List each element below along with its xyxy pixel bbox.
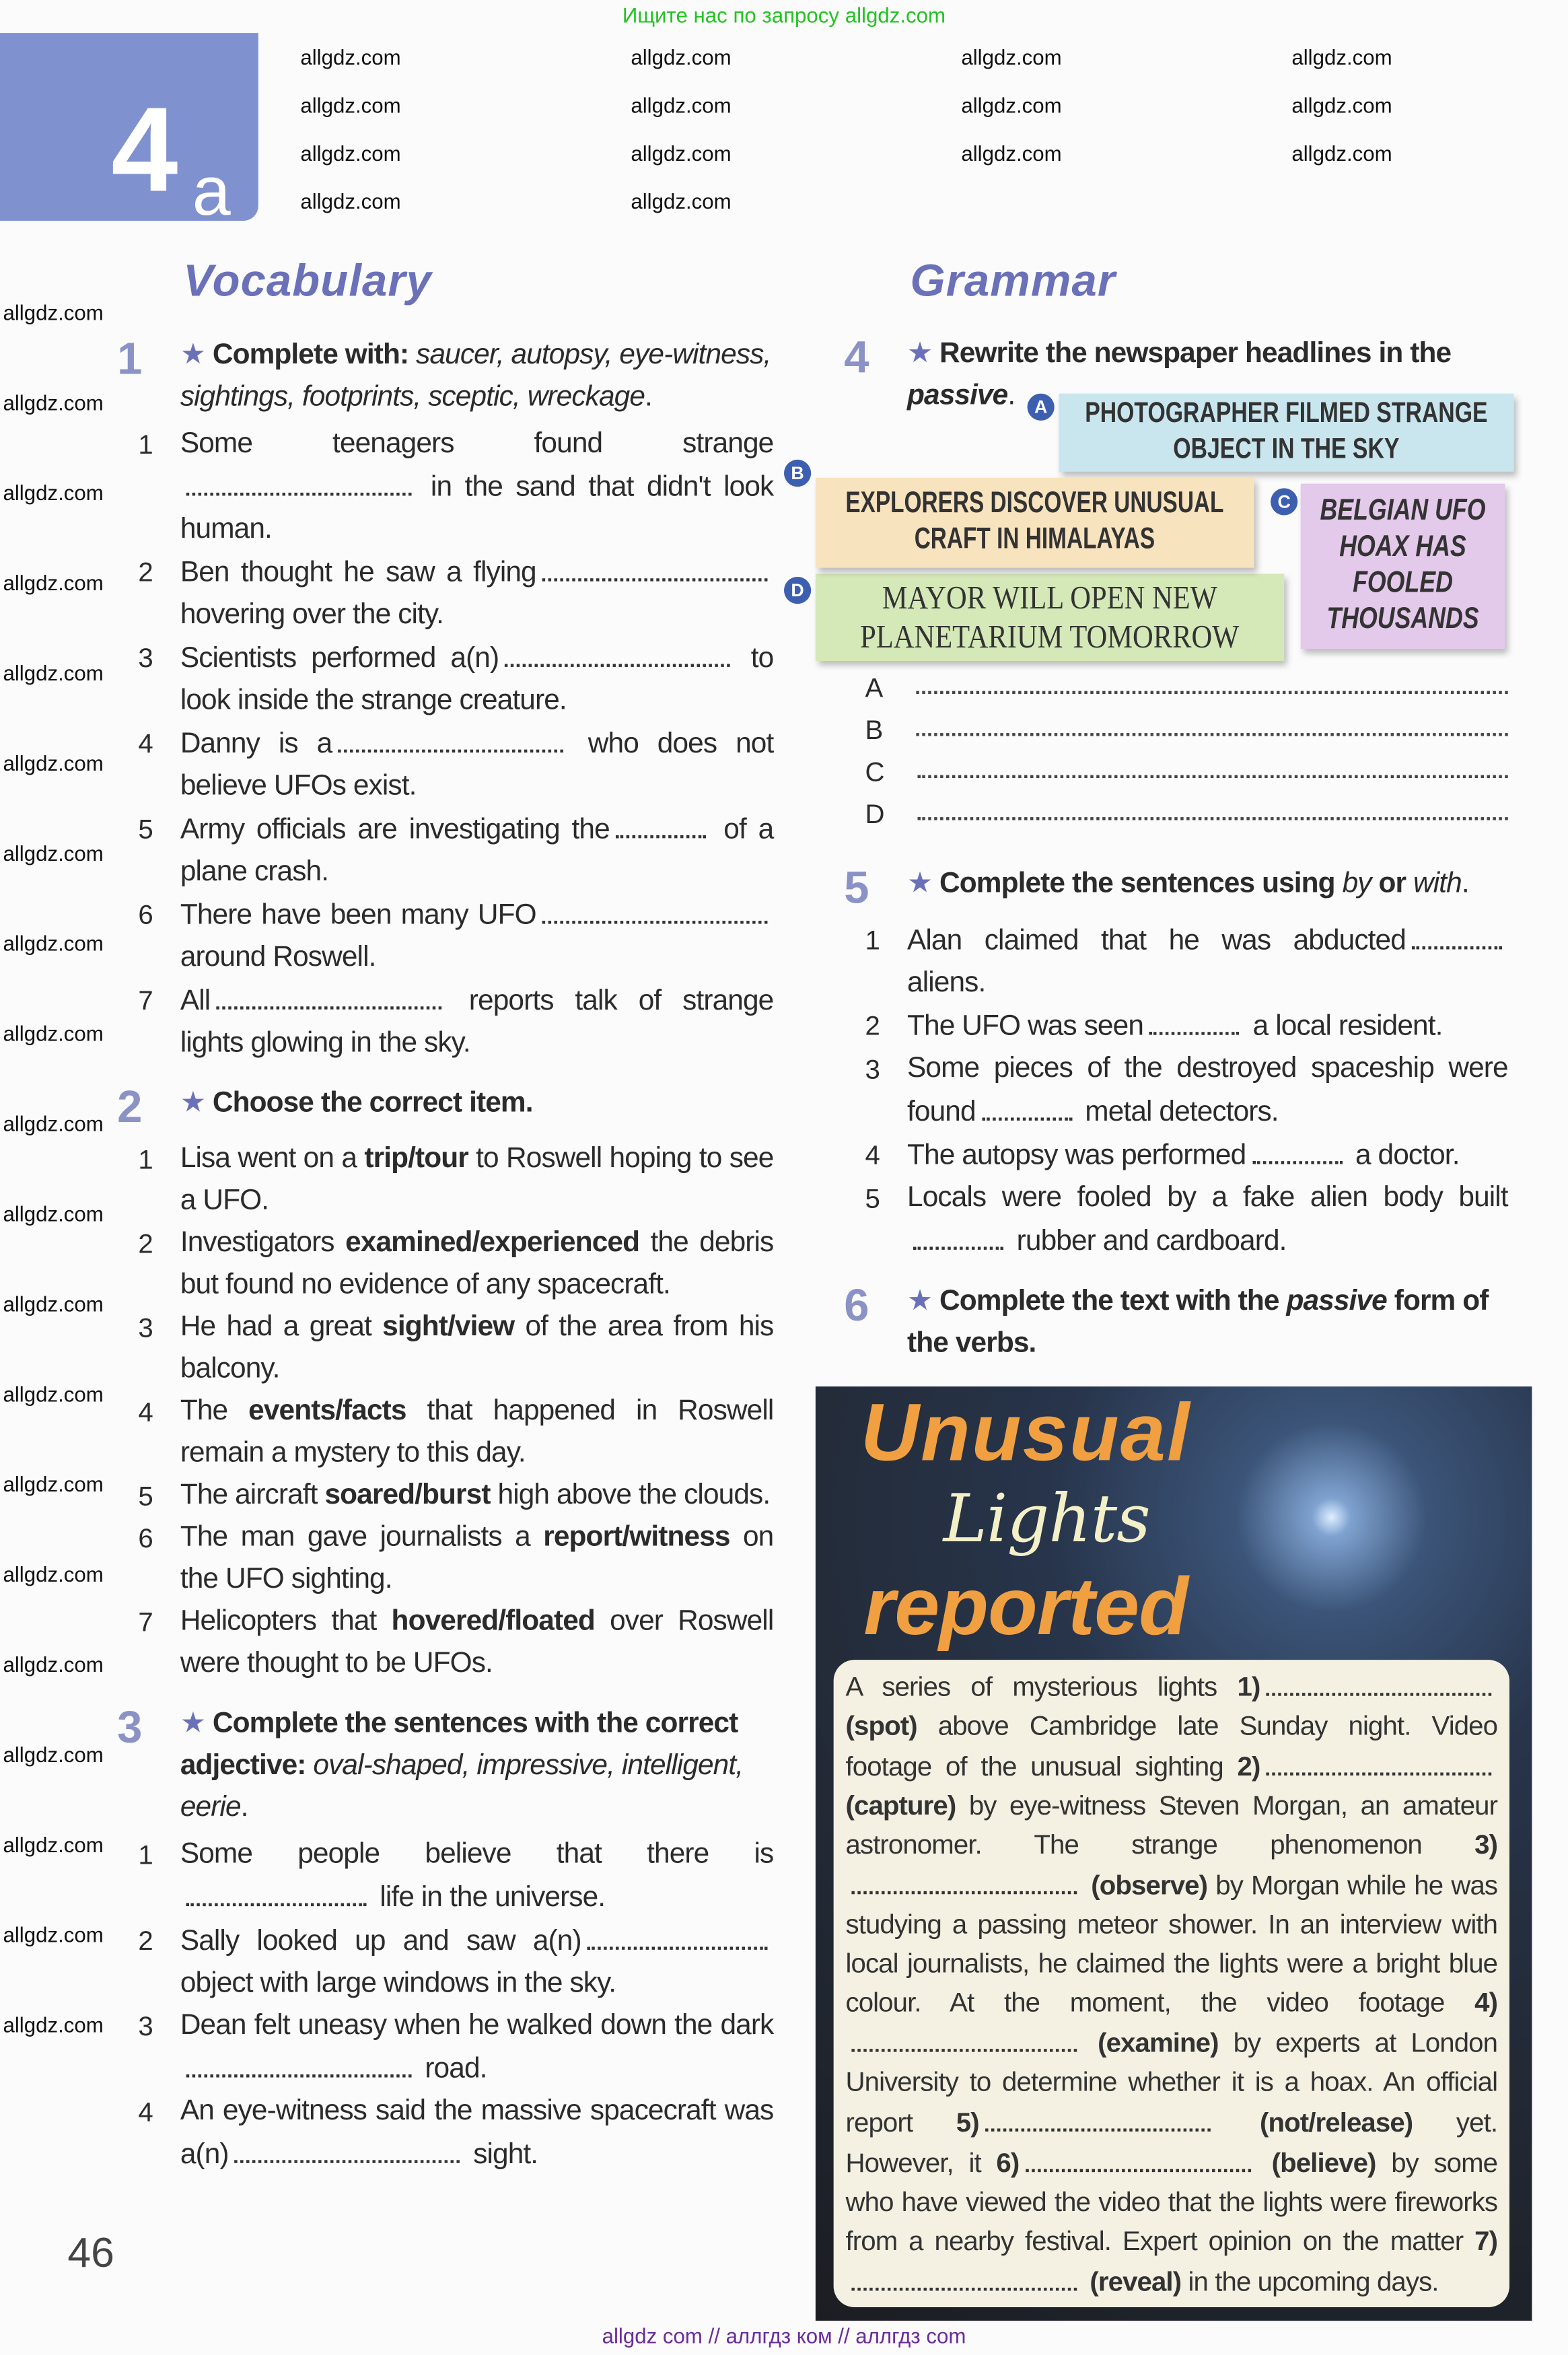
answer-blank[interactable]	[216, 979, 441, 1010]
exercise-3-items	[138, 1834, 773, 2177]
item-number: 7	[138, 985, 153, 1016]
exercise-item	[138, 1834, 773, 1920]
watermark: allgdz.com	[1291, 44, 1392, 69]
exercise-5-number: 5	[844, 864, 869, 913]
text-segment: The aircraft	[180, 1479, 325, 1512]
text-segment: by Morgan while he was studying a passing meteor shower. In an interview with local journalists, he claimed the lights were a bright blue colour. At the moment, the video footage	[845, 1870, 1498, 2018]
headline-d	[816, 574, 1284, 661]
text-segment: the debris but found no evidence of any spacecraft.	[180, 1227, 774, 1301]
item-number: 2	[138, 1228, 153, 1259]
item-number: 4	[138, 1397, 153, 1428]
item-text	[180, 1601, 774, 1685]
answer-blank[interactable]	[1025, 2142, 1250, 2173]
text-segment: .	[240, 1792, 248, 1824]
text-segment: Army officials are investigating the	[180, 814, 610, 846]
item-number: 4	[138, 2097, 153, 2128]
text-segment: over Roswell were thought to be UFOs.	[180, 1605, 774, 1680]
text-segment: Ben thought he saw a flying	[180, 557, 536, 589]
answer-label: C	[865, 757, 884, 787]
text-segment: saucer, autopsy, eye-witness, sightings, footprints, sceptic, wreckage	[180, 339, 771, 413]
answer-line-d[interactable]	[865, 793, 1508, 835]
item-number: 3	[138, 2011, 153, 2042]
answer-blank[interactable]	[186, 2047, 412, 2078]
item-number: 1	[138, 1144, 153, 1175]
exercise-item	[865, 1178, 1508, 1263]
answer-blank[interactable]	[505, 637, 730, 667]
item-text	[907, 1134, 1508, 1178]
exercise-item	[138, 1139, 773, 1223]
answer-blank[interactable]	[1266, 1745, 1491, 1776]
text-segment: All	[180, 985, 211, 1017]
watermark: allgdz.com	[3, 931, 104, 956]
text-segment: passive	[1286, 1286, 1387, 1318]
text-segment: in the sand that didn't look human.	[180, 471, 774, 546]
headline-a-text: PHOTOGRAPHER FILMED STRANGE OBJECT IN THE SKY	[1085, 398, 1488, 466]
article-title-reported: reported	[863, 1562, 1188, 1652]
item-number: 3	[865, 1054, 880, 1085]
item-text	[907, 1049, 1508, 1134]
text-segment: oval-shaped, impressive, intelligent, eerie	[180, 1750, 744, 1824]
text-segment: 1)	[1237, 1671, 1260, 1702]
item-text	[180, 1920, 774, 2005]
watermark: allgdz.com	[3, 571, 104, 595]
exercise-5	[844, 864, 1507, 1263]
item-number: 1	[138, 429, 153, 460]
item-text	[180, 1834, 774, 1920]
item-number: 4	[865, 1139, 880, 1170]
text-segment: Lisa went on a	[180, 1143, 365, 1175]
text-segment: The man gave journalists a	[180, 1521, 544, 1553]
exercise-item	[138, 1601, 773, 1685]
exercise-5-instruction	[907, 864, 1508, 915]
answer-line-a[interactable]	[865, 667, 1508, 709]
text-segment: with	[1413, 868, 1462, 900]
text-segment: events/facts	[248, 1395, 406, 1428]
watermark: allgdz.com	[3, 1201, 104, 1226]
text-segment: hovered/floated	[391, 1605, 595, 1638]
exercise-3-instruction	[180, 1703, 774, 1829]
watermark: allgdz.com	[961, 141, 1062, 166]
text-segment: .	[1007, 380, 1015, 412]
watermark: allgdz.com	[961, 44, 1062, 69]
answer-blank[interactable]	[338, 722, 563, 752]
item-number: 3	[138, 1312, 153, 1343]
text-segment: metal detectors.	[1077, 1096, 1279, 1129]
item-text	[180, 637, 774, 722]
star-icon: ★	[180, 1708, 213, 1740]
text-segment: above Cambridge late Sunday night. Video footage of the unusual sighting	[845, 1711, 1498, 1782]
text-segment: Complete the sentences with the correct adjective:	[180, 1708, 738, 1782]
text-segment: high above the clouds.	[490, 1479, 771, 1512]
watermark: allgdz.com	[300, 189, 401, 213]
item-number: 5	[138, 1481, 153, 1512]
text-segment: that happened in Roswell remain a mystery to this day.	[180, 1395, 774, 1469]
answer-line-c[interactable]	[865, 751, 1508, 793]
text-segment: Some pieces of the destroyed spaceship were found	[907, 1053, 1508, 1129]
exercise-6-instruction	[907, 1281, 1508, 1366]
text-segment: A series of mysterious lights	[845, 1671, 1238, 1702]
badge-d: D	[784, 577, 811, 604]
exercise-3	[117, 1703, 773, 2177]
text-segment: reports talk of strange lights glowing in the sky.	[180, 985, 774, 1059]
watermark: allgdz.com	[3, 1652, 104, 1677]
text-segment: by	[1342, 868, 1371, 900]
text-segment: (reveal)	[1083, 2266, 1182, 2297]
answer-blank[interactable]	[917, 751, 1508, 778]
star-icon: ★	[907, 1286, 940, 1318]
answer-blank[interactable]	[186, 1876, 367, 1907]
page-number: 46	[67, 2228, 114, 2276]
text-segment: Some teenagers found strange	[180, 428, 774, 460]
text-segment: by some who have viewed the video that the lights were fireworks from a nearby festival. Expert opinion on the matter	[845, 2148, 1498, 2257]
watermark: allgdz.com	[3, 1292, 104, 1316]
item-number: 2	[138, 1926, 153, 1956]
exercise-item	[138, 1391, 773, 1475]
answer-blank[interactable]	[916, 667, 1508, 694]
item-text	[907, 1005, 1508, 1049]
text-segment: object with large windows in the sky.	[180, 1967, 616, 2000]
badge-a: A	[1028, 394, 1055, 421]
headline-b-text: EXPLORERS DISCOVER UNUSUAL CRAFT IN HIMALAYAS	[845, 487, 1224, 556]
text-segment: to Roswell hoping to see a UFO.	[180, 1143, 774, 1217]
watermark: allgdz.com	[3, 1922, 104, 1947]
text-segment: to look inside the strange creature.	[180, 643, 774, 717]
text-segment: a doctor.	[1348, 1139, 1460, 1172]
answer-blank[interactable]	[1149, 1005, 1240, 1035]
headline-a	[1059, 394, 1513, 472]
article-title-unusual: Unusual	[860, 1388, 1191, 1479]
watermark: allgdz.com	[3, 1382, 104, 1406]
exercise-item	[138, 551, 773, 637]
watermark: allgdz.com	[631, 93, 732, 118]
text-segment: The autopsy was performed	[907, 1139, 1246, 1172]
answer-blank[interactable]	[1412, 919, 1502, 950]
headline-d-text: MAYOR WILL OPEN NEW PLANETARIUM TOMORROW	[860, 578, 1240, 656]
watermark: allgdz.com	[3, 1111, 104, 1136]
text-segment: aliens.	[907, 967, 986, 999]
item-text	[180, 1139, 774, 1223]
exercise-4-number: 4	[844, 333, 869, 384]
text-segment: Alan claimed that he was abducted	[907, 925, 1406, 957]
item-text	[180, 2005, 774, 2090]
article-text	[834, 1660, 1509, 2307]
item-number: 2	[138, 557, 153, 588]
exercise-item	[138, 1517, 773, 1601]
item-number: 7	[138, 1607, 153, 1638]
item-text	[907, 919, 1508, 1005]
watermark: allgdz.com	[3, 481, 104, 505]
answer-blank[interactable]	[982, 1090, 1072, 1121]
watermark: allgdz.com	[3, 841, 104, 866]
text-segment: Scientists performed a(n)	[180, 643, 499, 675]
exercise-2-number: 2	[117, 1083, 142, 1133]
watermark: allgdz.com	[300, 44, 401, 69]
star-icon: ★	[907, 338, 940, 370]
text-segment: by eye-witness Steven Morgan, an amateur astronomer. The strange phenomenon	[845, 1790, 1498, 1860]
text-segment: passive	[907, 380, 1008, 412]
watermark: allgdz.com	[3, 1562, 104, 1586]
unit-letter: a	[192, 151, 231, 230]
item-number: 2	[865, 1011, 880, 1041]
text-segment: Complete the text with the	[939, 1286, 1287, 1318]
headline-b	[816, 478, 1254, 568]
footer-links: allgdz com // аллгдз ком // аллгдз com	[602, 2323, 966, 2348]
unit-tab	[0, 33, 258, 230]
exercise-2-items	[138, 1139, 773, 1685]
answer-blank[interactable]	[186, 466, 412, 496]
text-segment: Helicopters that	[180, 1605, 392, 1638]
exercise-2-instruction	[180, 1083, 774, 1134]
text-segment: (believe)	[1256, 2148, 1376, 2179]
watermark: allgdz.com	[961, 93, 1062, 118]
text-segment: 5)	[956, 2107, 979, 2138]
grammar-heading: Grammar	[910, 256, 1116, 307]
text-segment: Complete the sentences using	[939, 868, 1343, 900]
exercise-item	[138, 979, 773, 1065]
unit-number: 4	[111, 82, 174, 217]
text-segment: Sally looked up and saw a(n)	[180, 1926, 581, 1958]
watermark: allgdz.com	[300, 141, 401, 166]
text-segment: .	[1461, 868, 1469, 900]
answer-blank[interactable]	[235, 2133, 460, 2163]
watermark: allgdz.com	[3, 750, 104, 775]
watermark: allgdz.com	[3, 390, 104, 415]
exercise-1-instruction	[180, 335, 774, 419]
text-segment: sight/view	[382, 1311, 515, 1343]
text-segment: .	[645, 381, 652, 413]
item-number: 1	[138, 1839, 153, 1870]
exercise-1	[117, 335, 773, 1065]
exercise-2	[117, 1083, 773, 1685]
item-text	[180, 894, 774, 979]
text-segment: on the UFO sighting.	[180, 1521, 774, 1596]
text-segment: in the upcoming days.	[1181, 2266, 1439, 2297]
text-segment: The UFO was seen	[907, 1011, 1144, 1043]
text-segment: There have been many UFO	[180, 899, 536, 932]
item-text	[180, 2091, 774, 2177]
exercise-1-items	[138, 423, 773, 1065]
exercise-item	[865, 1134, 1508, 1178]
text-segment: An eye-witness said the massive spacecraft was a(n)	[180, 2095, 774, 2171]
answer-blank[interactable]	[851, 2022, 1077, 2052]
text-segment: (not/release)	[1216, 2107, 1413, 2138]
watermark: allgdz.com	[3, 1742, 104, 1767]
item-text	[180, 722, 774, 808]
text-segment: of the area from his balcony.	[180, 1311, 774, 1385]
exercise-6-number: 6	[844, 1281, 869, 1331]
text-segment: Investigators	[180, 1227, 346, 1259]
text-segment: 6)	[996, 2148, 1020, 2179]
watermark: allgdz.com	[3, 2012, 104, 2037]
item-number: 6	[138, 1523, 153, 1553]
text-segment: life in the universe.	[372, 1882, 606, 1914]
item-text	[180, 1391, 774, 1475]
item-text	[180, 1475, 774, 1517]
text-segment: (examine)	[1083, 2027, 1219, 2058]
text-segment: 7)	[1474, 2226, 1498, 2257]
text-segment: or	[1371, 868, 1414, 900]
item-text	[180, 979, 774, 1065]
exercise-item	[138, 423, 773, 551]
exercise-5-items	[865, 919, 1508, 1263]
headline-c	[1301, 484, 1505, 649]
text-segment: by experts at London University to determine whether it is a hoax. An official report	[845, 2027, 1498, 2138]
exercise-item	[865, 1049, 1508, 1134]
text-segment: Some people believe that there is	[180, 1838, 774, 1870]
watermark: allgdz.com	[1291, 93, 1392, 118]
text-segment: hovering over the city.	[180, 599, 443, 631]
text-segment: report/witness	[543, 1521, 730, 1553]
item-text	[180, 1517, 774, 1601]
item-number: 4	[138, 728, 153, 759]
text-segment: form of the verbs.	[907, 1286, 1489, 1360]
answer-blank[interactable]	[616, 808, 706, 839]
exercise-item	[138, 1920, 773, 2005]
text-segment: examined/experienced	[345, 1227, 640, 1259]
answer-blank[interactable]	[913, 1220, 1003, 1250]
text-segment: (spot)	[845, 1711, 917, 1741]
item-text	[180, 423, 774, 551]
text-segment: The	[180, 1395, 249, 1428]
answer-line-b[interactable]	[865, 709, 1508, 750]
item-number: 5	[138, 814, 153, 845]
exercise-item	[138, 1307, 773, 1391]
exercise-1-number: 1	[117, 335, 142, 385]
item-number: 1	[865, 925, 880, 956]
text-segment: of a plane crash.	[180, 814, 774, 888]
badge-b: B	[784, 460, 811, 487]
watermark: allgdz.com	[3, 300, 104, 325]
answer-blank[interactable]	[851, 1864, 1077, 1895]
text-segment: rubber and cardboard.	[1009, 1226, 1287, 1258]
exercise-item	[138, 2005, 773, 2090]
answer-blank[interactable]	[542, 894, 768, 924]
text-segment: Choose the correct item.	[212, 1087, 533, 1119]
vocabulary-column	[117, 335, 773, 2177]
watermark: allgdz.com	[631, 44, 732, 69]
exercise-3-number: 3	[117, 1703, 142, 1753]
grammar-column	[844, 667, 1507, 2321]
text-segment: Danny is a	[180, 728, 332, 761]
exercise-item	[865, 919, 1508, 1005]
exercise-item	[138, 1223, 773, 1307]
item-number: 3	[138, 643, 153, 673]
article-panel	[816, 1386, 1532, 2321]
top-search-note: Ищите нас по запросу allgdz.com	[622, 3, 946, 28]
text-segment: (observe)	[1083, 1870, 1208, 1901]
item-text	[180, 551, 774, 637]
badge-c: C	[1271, 488, 1297, 515]
text-segment: Complete with:	[212, 339, 417, 372]
watermark: allgdz.com	[631, 141, 732, 166]
item-text	[907, 1178, 1508, 1263]
watermark: allgdz.com	[3, 660, 104, 685]
exercise-item	[138, 722, 773, 808]
text-segment: He had a great	[180, 1311, 383, 1343]
text-segment: who does not believe UFOs exist.	[180, 728, 774, 802]
answer-label: A	[865, 672, 883, 703]
exercise-item	[865, 1005, 1508, 1049]
exercise-item	[138, 2091, 773, 2177]
answer-label: D	[865, 799, 884, 829]
answer-blank[interactable]	[1252, 1134, 1342, 1164]
star-icon: ★	[180, 1087, 213, 1119]
answer-label: B	[865, 715, 883, 745]
exercise-item	[138, 637, 773, 722]
article-title-lights: Lights	[943, 1481, 1150, 1558]
watermark: allgdz.com	[631, 189, 732, 213]
item-text	[180, 808, 774, 894]
exercise-6	[844, 1281, 1507, 1366]
text-segment: a local resident.	[1245, 1011, 1443, 1043]
exercise-item	[138, 808, 773, 894]
answer-blank[interactable]	[916, 709, 1508, 736]
exercise-item	[138, 894, 773, 979]
text-segment: Locals were fooled by a fake alien body built	[907, 1182, 1508, 1214]
item-text	[180, 1223, 774, 1307]
answer-blank[interactable]	[1266, 1666, 1491, 1696]
answer-blank[interactable]	[587, 1920, 768, 1950]
headline-c-text: BELGIAN UFO HOAX HAS FOOLED THOUSANDS	[1320, 494, 1486, 636]
answer-blank[interactable]	[542, 551, 768, 582]
text-segment: 2)	[1237, 1751, 1260, 1782]
star-icon: ★	[907, 868, 940, 900]
text-segment: 4)	[1474, 1987, 1498, 2018]
text-segment: trip/tour	[364, 1143, 468, 1175]
answer-blank[interactable]	[851, 2261, 1077, 2291]
text-segment: Rewrite the newspaper headlines in the	[939, 338, 1452, 370]
vocabulary-heading: Vocabulary	[183, 256, 432, 307]
watermark: allgdz.com	[3, 1472, 104, 1496]
item-number: 5	[865, 1183, 880, 1214]
text-segment: Dean felt uneasy when he walked down the dark	[180, 2010, 774, 2042]
watermark: allgdz.com	[3, 1021, 104, 1046]
text-segment: road.	[417, 2053, 487, 2085]
text-segment: (capture)	[845, 1790, 956, 1821]
text-segment: around Roswell.	[180, 942, 376, 974]
watermark: allgdz.com	[300, 93, 401, 118]
star-icon: ★	[180, 339, 213, 372]
text-segment: 3)	[1474, 1829, 1498, 1860]
watermark: allgdz.com	[3, 1832, 104, 1857]
answer-blank[interactable]	[985, 2101, 1211, 2132]
watermark: allgdz.com	[1291, 141, 1392, 166]
item-text	[180, 1307, 774, 1391]
item-number: 6	[138, 899, 153, 930]
text-segment: yet. However, it	[845, 2107, 1498, 2179]
answer-blank[interactable]	[917, 793, 1508, 820]
exercise-item	[138, 1475, 773, 1517]
text-segment: sight.	[466, 2139, 538, 2171]
text-segment: soared/burst	[324, 1479, 491, 1512]
